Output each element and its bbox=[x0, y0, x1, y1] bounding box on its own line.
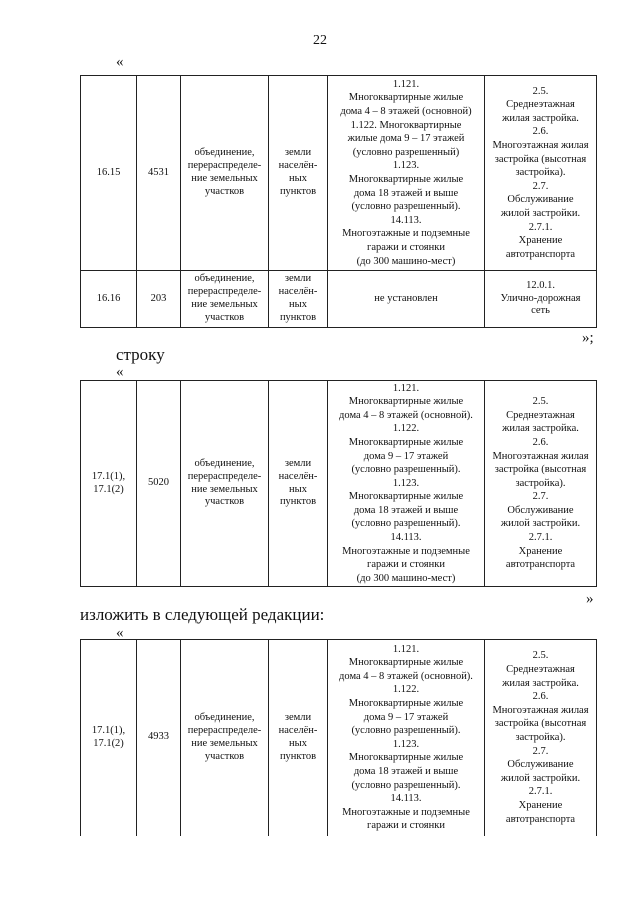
table-row bbox=[81, 640, 597, 836]
closing-quote: » bbox=[586, 591, 594, 607]
zone-cell: 16.16 bbox=[81, 271, 137, 328]
table-row bbox=[81, 381, 597, 587]
zone-cell: 16.15 bbox=[81, 76, 137, 271]
paragraph-replace-text: изложить в следующей редакции: bbox=[80, 605, 325, 624]
area-cell: 5020 bbox=[137, 381, 181, 587]
action-cell: объединение, перераспределе- ние земельных участков bbox=[181, 381, 269, 587]
zone-cell: 17.1(1), 17.1(2) bbox=[81, 381, 137, 587]
category-cell: земли населён- ных пунктов bbox=[269, 76, 328, 271]
table-1 bbox=[80, 75, 597, 328]
page-number: 22 bbox=[313, 33, 327, 48]
action-cell: объединение, перераспределе- ние земельных участков bbox=[181, 640, 269, 836]
opening-quote: « bbox=[116, 54, 124, 70]
closing-quote-semicolon: »; bbox=[582, 330, 594, 346]
opening-quote: « bbox=[116, 364, 124, 380]
area-cell: 4531 bbox=[137, 76, 181, 271]
opening-quote: « bbox=[116, 625, 124, 641]
table-row bbox=[81, 76, 597, 271]
category-cell: земли населён- ных пунктов bbox=[269, 640, 328, 836]
permitted-use-cell: 1.121. Многоквартирные жилые дома 4 – 8 этажей (основной). 1.122. Многоквартирные жилые дома 9 – 17 этажей (условно разрешенный). 1.123. Многоквартирные жилые дома 18 этажей и выше (условно разрешенный). 14.113. Многоэтажные и подземные гаражи и стоянки (до 300 машино-мест) bbox=[328, 381, 485, 587]
reference-use-cell: 2.5. Среднеэтажная жилая застройка. 2.6. Многоэтажная жилая застройка (высотная застройка). 2.7. Обслуживание жилой застройки. 2.7.1. Хранение автотранспорта bbox=[485, 381, 597, 587]
table-row bbox=[81, 271, 597, 328]
action-cell: объединение, перераспределе- ние земельных участков bbox=[181, 271, 269, 328]
reference-use-cell: 2.5. Среднеэтажная жилая застройка. 2.6. Многоэтажная жилая застройка (высотная застройка). 2.7. Обслуживание жилой застройки. 2.7.1. Хранение автотранспорта bbox=[485, 640, 597, 836]
paragraph-row-word: строку bbox=[116, 345, 165, 364]
reference-use-cell: 2.5. Среднеэтажная жилая застройка. 2.6. Многоэтажная жилая застройка (высотная застройка). 2.7. Обслуживание жилой застройки. 2.7.1. Хранение автотранспорта bbox=[485, 76, 597, 271]
permitted-use-cell: не установлен bbox=[328, 271, 485, 328]
category-cell: земли населён- ных пунктов bbox=[269, 381, 328, 587]
area-cell: 4933 bbox=[137, 640, 181, 836]
zone-cell: 17.1(1), 17.1(2) bbox=[81, 640, 137, 836]
action-cell: объединение, перераспределе- ние земельных участков bbox=[181, 76, 269, 271]
table-2 bbox=[80, 380, 597, 587]
reference-use-cell: 12.0.1. Улично-дорожная сеть bbox=[485, 271, 597, 328]
table-3 bbox=[80, 639, 597, 836]
category-cell: земли населён- ных пунктов bbox=[269, 271, 328, 328]
area-cell: 203 bbox=[137, 271, 181, 328]
permitted-use-cell: 1.121. Многоквартирные жилые дома 4 – 8 этажей (основной). 1.122. Многоквартирные жилые дома 9 – 17 этажей (условно разрешенный). 1.123. Многоквартирные жилые дома 18 этажей и выше (условно разрешенный). 14.113. Многоэтажные и подземные гаражи и стоянки bbox=[328, 640, 485, 836]
permitted-use-cell: 1.121. Многоквартирные жилые дома 4 – 8 этажей (основной) 1.122. Многоквартирные жилые дома 9 – 17 этажей (условно разрешенный) 1.123. Многоквартирные жилые дома 18 этажей и выше (условно разрешенный). 14.113. Многоэтажные и подземные гаражи и стоянки (до 300 машино-мест) bbox=[328, 76, 485, 271]
